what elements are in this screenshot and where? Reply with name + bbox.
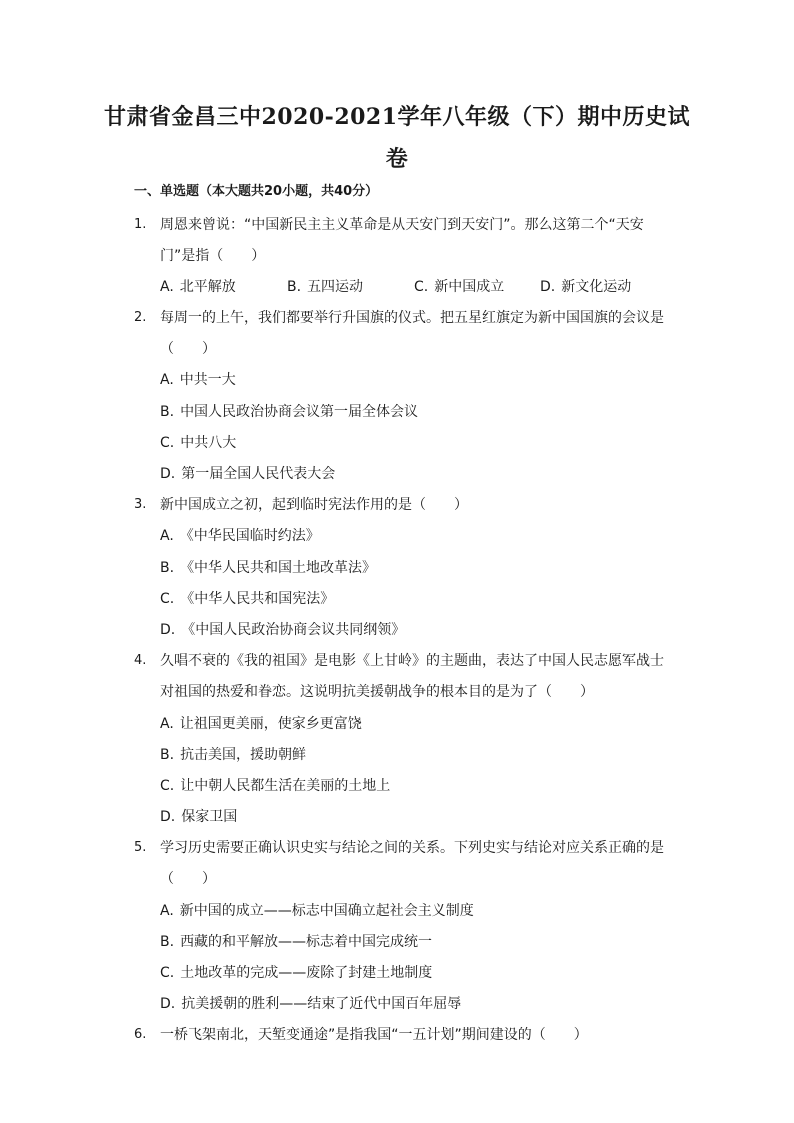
- option-text: 《中华人民共和国土地改革法》: [180, 560, 377, 576]
- question-text: 新中国成立之初，起到临时宪法作用的是（ ）: [160, 497, 468, 513]
- option-letter: D.: [160, 996, 176, 1012]
- option-text: 《中华人民共和国宪法》: [180, 591, 335, 607]
- option-letter: A.: [160, 279, 174, 295]
- option-text: 土地改革的完成——废除了封建土地制度: [180, 965, 433, 981]
- question-number: 4.: [134, 653, 147, 668]
- option-item: [160, 713, 362, 733]
- option-text: 新文化运动: [561, 279, 632, 295]
- option-letter: D.: [160, 809, 176, 825]
- option-letter: B.: [160, 560, 175, 576]
- option-letter: C.: [160, 778, 175, 794]
- option-item: [414, 276, 504, 296]
- option-letter: D.: [160, 622, 176, 638]
- option-item: [160, 588, 334, 608]
- option-letter: C.: [160, 965, 175, 981]
- option-item: [540, 276, 631, 296]
- question-number: 3.: [134, 497, 147, 512]
- question-text: 一桥飞架南北，天堑变通途”是指我国“一五计划”期间建设的（ ）: [160, 1027, 588, 1043]
- option-item: [160, 557, 376, 577]
- option-item: [160, 931, 432, 951]
- option-item: [160, 525, 320, 545]
- option-letter: D.: [540, 279, 556, 295]
- question-text: 久唱不衰的《我的祖国》是电影《上甘岭》的主题曲，表达了中国人民志愿军战士: [160, 653, 664, 669]
- option-item: [287, 276, 363, 296]
- option-item: [160, 806, 237, 826]
- option-text: 中国人民政治协商会议第一届全体会议: [180, 404, 419, 420]
- option-text: 第一届全国人民代表大会: [181, 466, 336, 482]
- option-letter: B.: [287, 279, 302, 295]
- option-item: [160, 900, 474, 920]
- exam-title-continued: 卷: [385, 146, 409, 172]
- option-letter: A.: [160, 716, 174, 732]
- option-letter: C.: [160, 435, 175, 451]
- option-item: [160, 744, 306, 764]
- option-letter: B.: [160, 934, 175, 950]
- question-number: 1.: [134, 217, 147, 232]
- question-text: （ ）: [160, 871, 216, 887]
- option-letter: B.: [160, 404, 175, 420]
- option-item: [160, 463, 335, 483]
- option-item: [160, 619, 405, 639]
- option-text: 保家卫国: [181, 809, 238, 825]
- option-letter: A.: [160, 528, 174, 544]
- question-text: 门”是指（ ）: [160, 248, 266, 264]
- option-item: [160, 962, 432, 982]
- option-item: [160, 276, 236, 296]
- option-text: 让祖国更美丽，使家乡更富饶: [179, 716, 362, 732]
- option-text: 中共一大: [179, 372, 236, 388]
- option-letter: C.: [414, 279, 429, 295]
- option-letter: C.: [160, 591, 175, 607]
- exam-title: 甘肃省金昌三中2020-2021学年八年级（下）期中历史试: [103, 104, 691, 130]
- question-text: 每周一的上午，我们都要举行升国旗的仪式。把五星红旗定为新中国国旗的会议是: [160, 310, 664, 326]
- option-text: 《中华民国临时约法》: [179, 528, 320, 544]
- option-text: 北平解放: [179, 279, 236, 295]
- question-text: 学习历史需要正确认识史实与结论之间的关系。下列史实与结论对应关系正确的是: [160, 840, 664, 856]
- question-number: 5.: [134, 840, 147, 855]
- option-text: 抗击美国，援助朝鲜: [180, 747, 307, 763]
- option-text: 让中朝人民都生活在美丽的土地上: [180, 778, 391, 794]
- option-item: [160, 993, 461, 1013]
- option-letter: A.: [160, 903, 174, 919]
- option-text: 西藏的和平解放——标志着中国完成统一: [180, 934, 433, 950]
- option-item: [160, 432, 236, 452]
- question-number: 6.: [134, 1027, 147, 1042]
- option-text: 新中国的成立——标志中国确立起社会主义制度: [179, 903, 474, 919]
- question-text: 对祖国的热爱和眷恋。这说明抗美援朝战争的根本目的是为了（ ）: [160, 684, 594, 700]
- section-heading: 一、单选题（本大题共20小题，共40分）: [134, 184, 379, 199]
- question-text: （ ）: [160, 341, 216, 357]
- option-text: 中共八大: [180, 435, 237, 451]
- option-item: [160, 401, 418, 421]
- option-text: 《中国人民政治协商会议共同纲领》: [181, 622, 406, 638]
- question-text: 周恩来曾说：“中国新民主主义革命是从天安门到天安门”。那么这第二个“天安: [160, 217, 644, 233]
- option-item: [160, 775, 390, 795]
- option-item: [160, 369, 236, 389]
- option-letter: A.: [160, 372, 174, 388]
- option-letter: B.: [160, 747, 175, 763]
- question-number: 2.: [134, 310, 147, 325]
- option-letter: D.: [160, 466, 176, 482]
- option-text: 抗美援朝的胜利——结束了近代中国百年屈辱: [181, 996, 462, 1012]
- option-text: 新中国成立: [434, 279, 505, 295]
- option-text: 五四运动: [307, 279, 364, 295]
